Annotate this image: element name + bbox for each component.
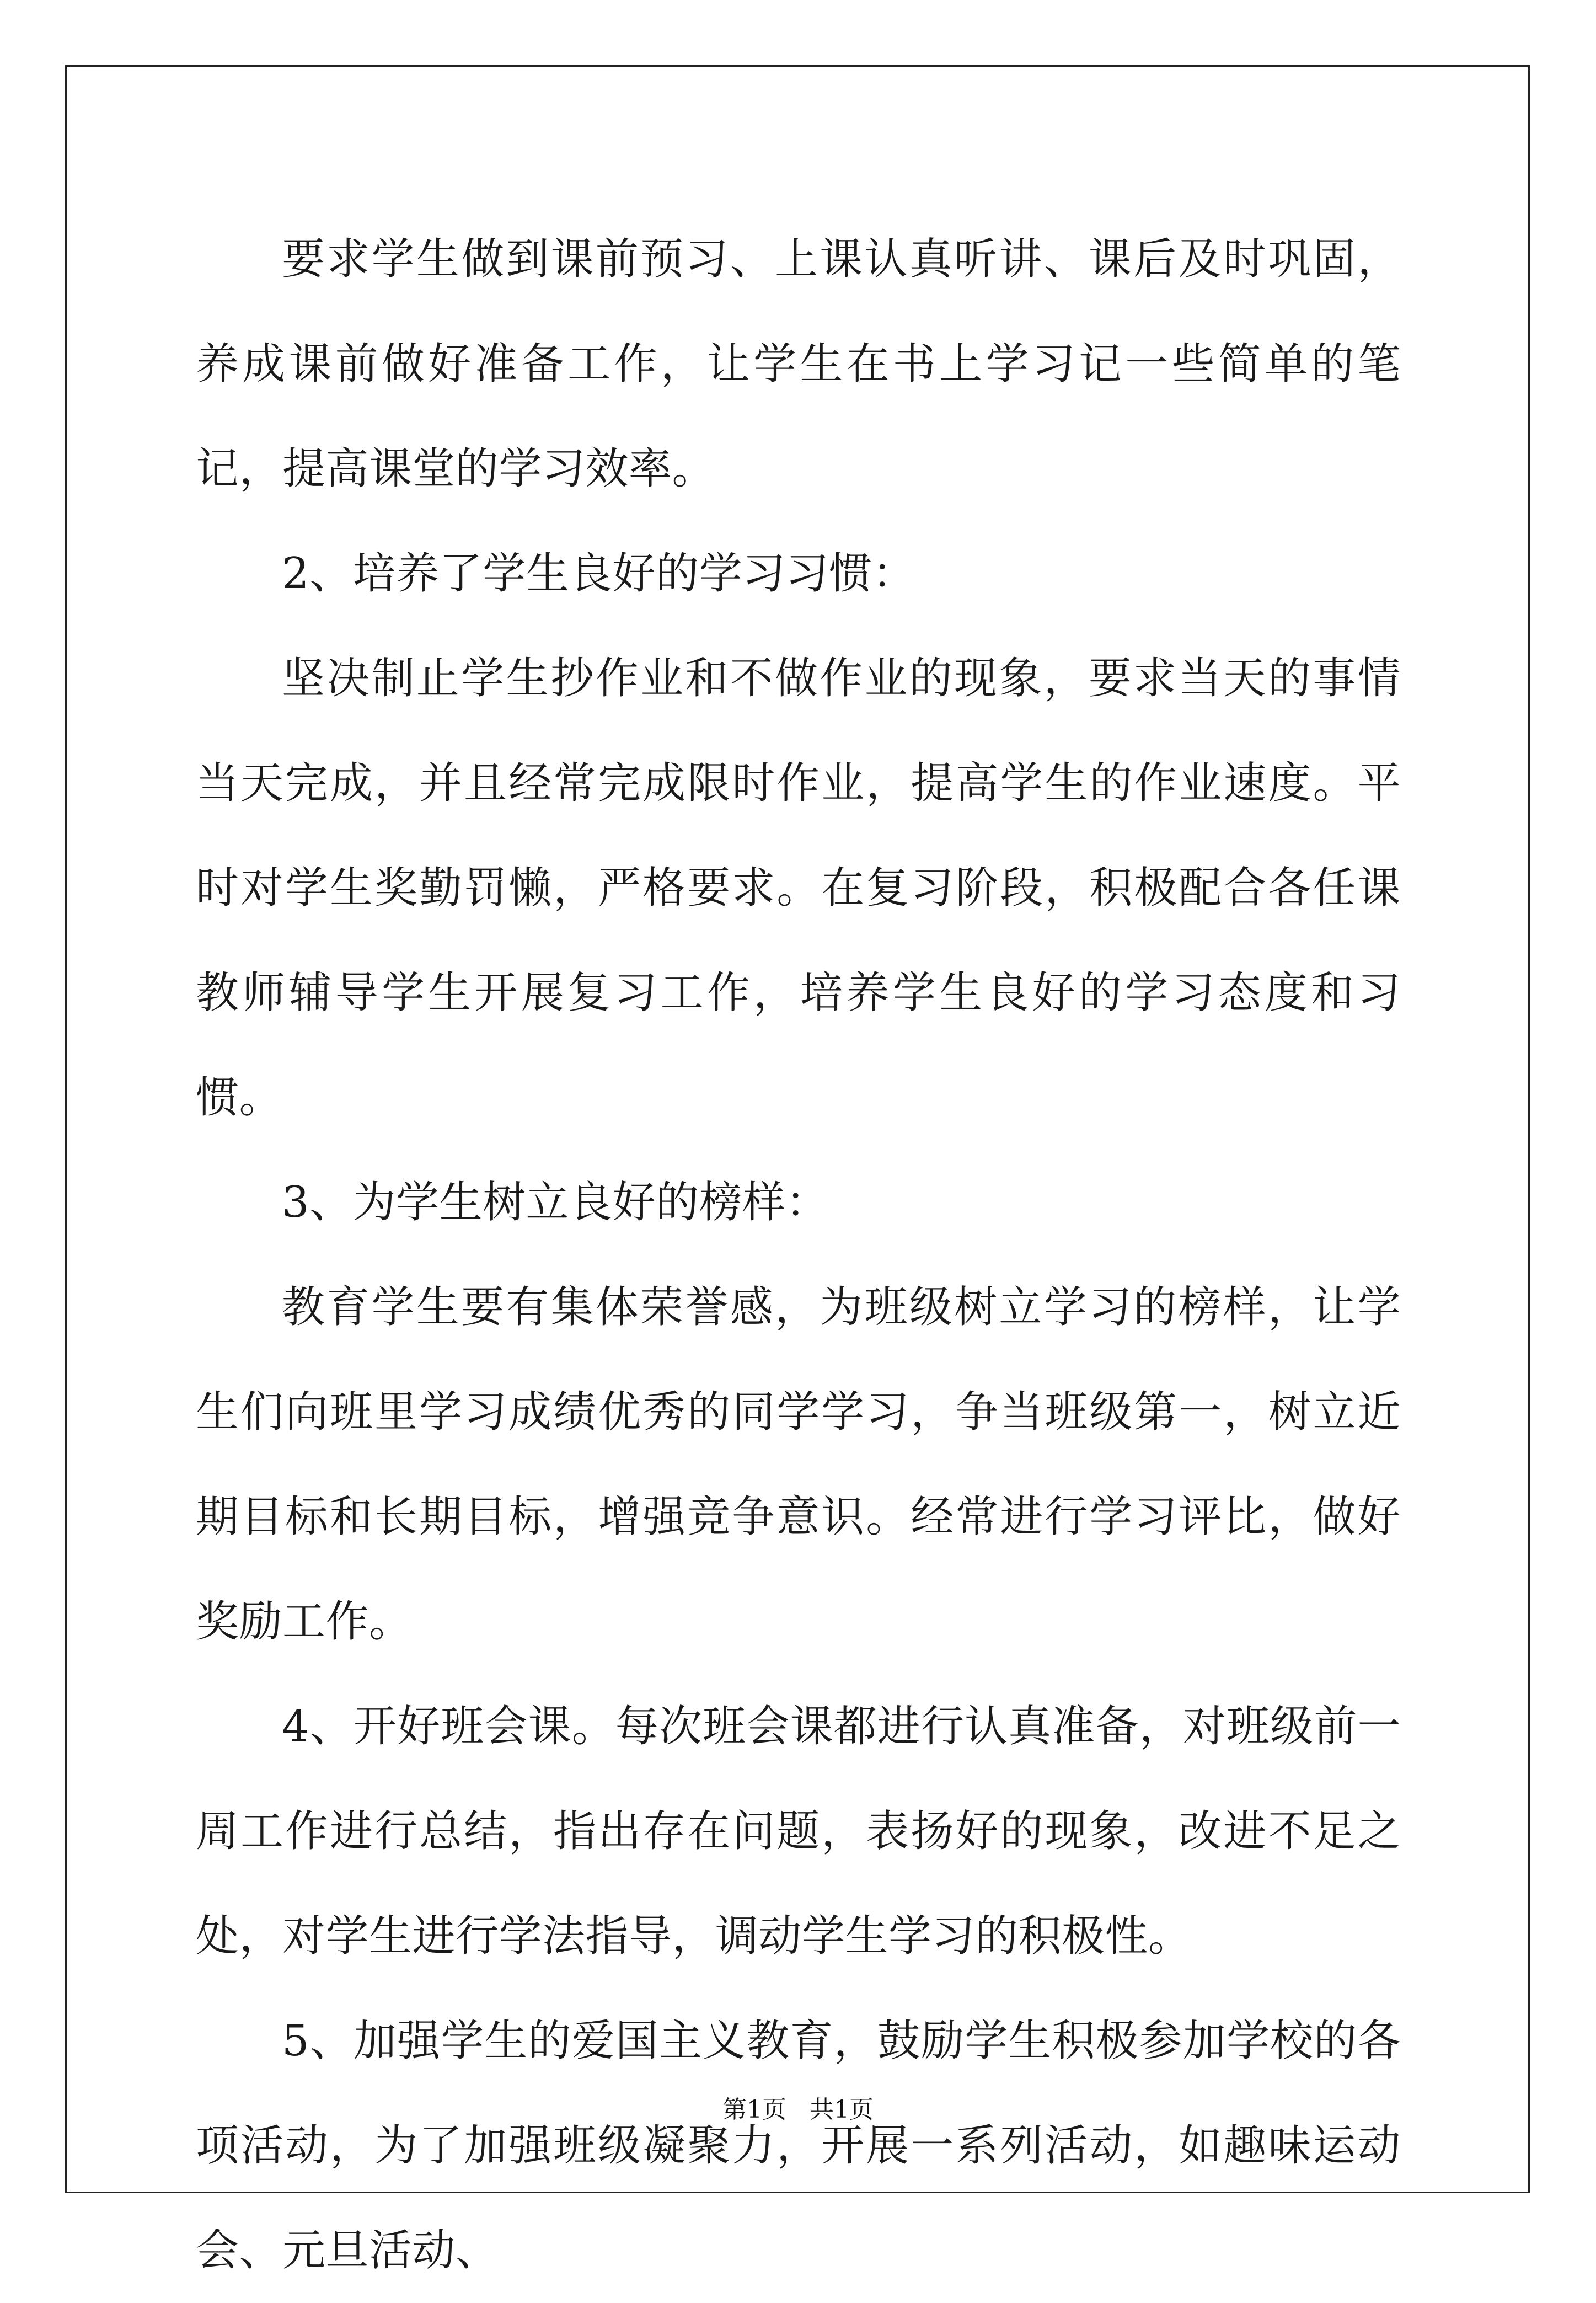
section-heading: 2、培养了学生良好的学习习惯：: [282, 549, 916, 599]
paragraph: 4、开好班会课。每次班会课都进行认真准备，对班级前一周工作进行总结，指出存在问题，表扬好的现象，改进不足之处，对学生进行学法指导，调动学生学习的积极性。: [196, 1702, 1401, 1961]
paragraph: 教育学生要有集体荣誉感，为班级树立学习的榜样，让学生们向班里学习成绩优秀的同学学习，争当班级第一，树立近期目标和长期目标，增强竞争意识。经常进行学习评比，做好奖励工作。: [196, 1283, 1401, 1647]
page-number-current: 第1页: [722, 2096, 786, 2124]
document-body: [196, 207, 1401, 2303]
page-number-total: 共1页: [810, 2096, 874, 2124]
paragraph: 5、加强学生的爱国主义教育，鼓励学生积极参加学校的各项活动，为了加强班级凝聚力，开展一系列活动，如趣味运动会、元旦活动、: [196, 2016, 1401, 2275]
section-heading: 3、为学生树立良好的榜样：: [282, 1178, 829, 1227]
page-footer: [0, 2093, 1596, 2126]
paragraph: 坚决制止学生抄作业和不做作业的现象，要求当天的事情当天完成，并且经常完成限时作业，提高学生的作业速度。平时对学生奖勤罚懒，严格要求。在复习阶段，积极配合各任课教师辅导学生开展复习工作，培养学生良好的学习态度和习惯。: [196, 654, 1401, 1123]
paragraph: 要求学生做到课前预习、上课认真听讲、课后及时巩固，养成课前做好准备工作，让学生在书上学习记一些简单的笔记，提高课堂的学习效率。: [196, 234, 1401, 494]
